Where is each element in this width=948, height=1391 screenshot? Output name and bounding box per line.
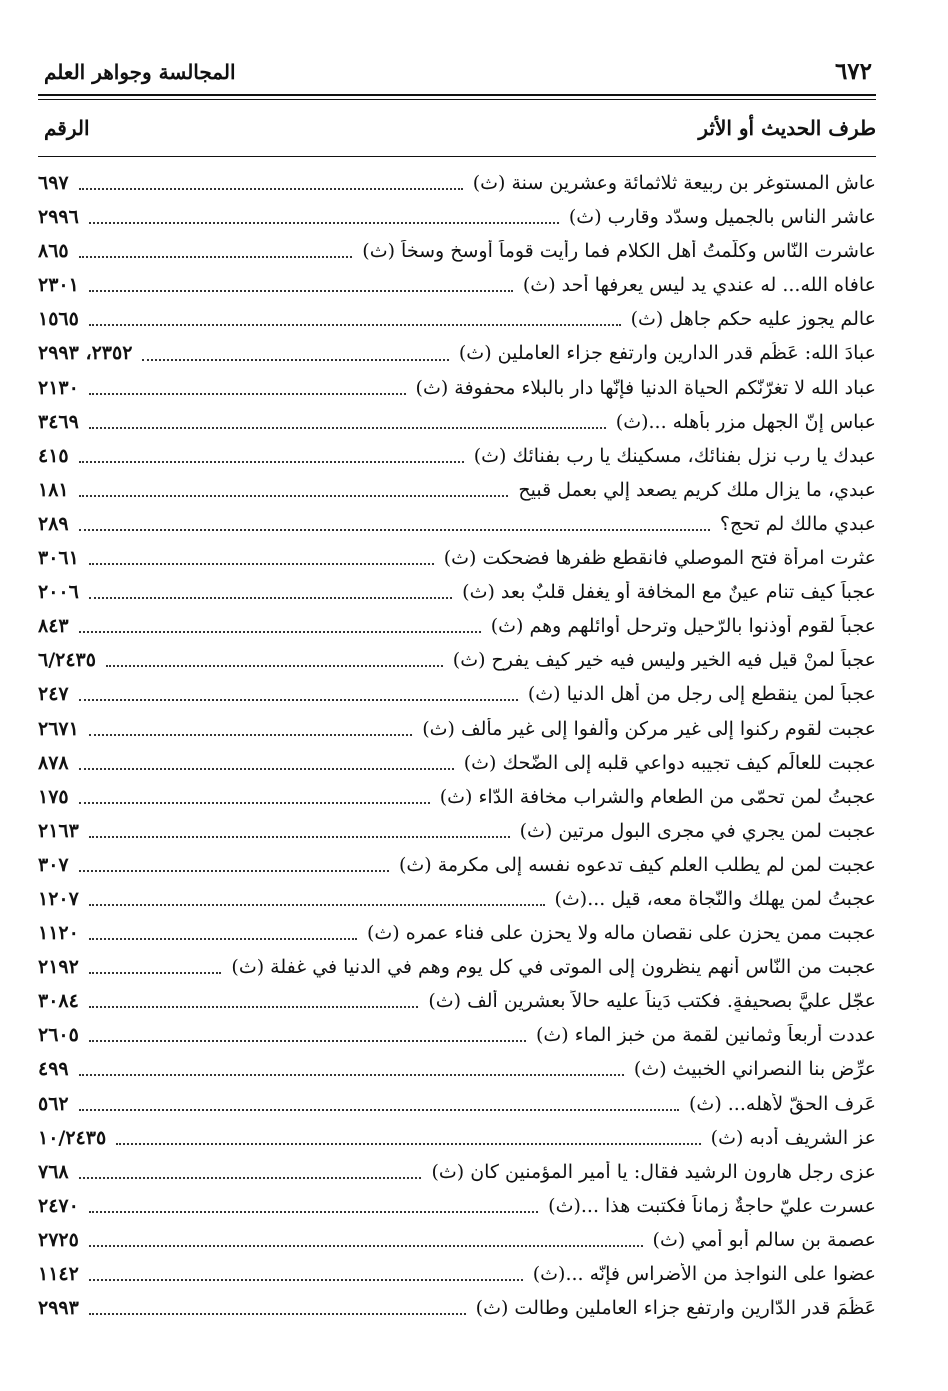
index-entry — [38, 786, 876, 820]
entry-number: ٢٠٠٦ — [38, 581, 79, 604]
column-header-text: طرف الحديث أو الأثر — [698, 116, 876, 140]
dot-leader — [79, 768, 454, 770]
index-entry — [38, 1263, 876, 1297]
entry-text: عجبت لمن يجري في مجرى البول مرتين (ث) — [519, 819, 876, 842]
index-entry — [38, 922, 876, 956]
entry-text: عز الشريف أدبه (ث) — [710, 1126, 876, 1149]
column-header-number: الرقم — [44, 116, 90, 140]
entry-text: عسرت عليّ حاجةٌ زماناً فكتبت هذا ...(ث) — [548, 1194, 876, 1217]
entry-number: ٣٠٦١ — [38, 547, 79, 570]
dot-leader — [79, 802, 430, 804]
entry-number: ٢٦٧١ — [38, 717, 79, 740]
entry-text: عجبت لقوم ركنوا إلى غير مركن وألفوا إلى غير مألف (ث) — [422, 717, 876, 740]
dot-leader — [89, 222, 559, 224]
column-headers — [38, 102, 876, 162]
entry-number: ٢٣٥٢، ٢٩٩٣ — [38, 342, 133, 365]
entry-text: عبدي، ما يزال ملك كريم يصعد إلي بعمل قبيح — [518, 478, 876, 501]
dot-leader — [79, 529, 710, 531]
dot-leader — [89, 427, 606, 429]
dot-leader — [89, 393, 406, 395]
entry-number: ٢١٣٠ — [38, 376, 79, 399]
index-entry — [38, 752, 876, 786]
entry-text: عجباً لمنْ قيل فيه الخير وليس فيه خير كيف يفرح (ث) — [452, 649, 876, 672]
entry-number: ١٨١ — [38, 478, 69, 501]
entry-number: ٢٦٠٥ — [38, 1024, 79, 1047]
column-header-rule — [38, 156, 876, 157]
dot-leader — [89, 938, 357, 940]
index-entry — [38, 1195, 876, 1229]
index-entry — [38, 581, 876, 615]
entry-number: ٣٠٧ — [38, 853, 69, 876]
dot-leader — [89, 734, 412, 736]
dot-leader — [79, 699, 518, 701]
entry-number: ٤٩٩ — [38, 1058, 69, 1081]
entry-number: ٢٩٩٦ — [38, 206, 79, 229]
index-entry — [38, 308, 876, 342]
dot-leader — [79, 631, 481, 633]
index-entry — [38, 377, 876, 411]
index-entry — [38, 1127, 876, 1161]
entry-text: عجباً كيف تنام عينٌ مع المخافة أو يغفل قلبٌ بعد (ث) — [462, 581, 876, 604]
entry-text: عبدك يا رب نزل بفنائك، مسكينك يا رب بفنائك (ث) — [473, 444, 876, 467]
dot-leader — [89, 836, 510, 838]
dot-leader — [89, 1211, 538, 1213]
index-entry — [38, 342, 876, 376]
entry-number: ١٧٥ — [38, 785, 69, 808]
entry-number: ٦/٢٤٣٥ — [38, 649, 96, 672]
index-entry — [38, 615, 876, 649]
entry-number: ٧٦٨ — [38, 1160, 69, 1183]
entry-text: عجباً لمن ينقطع إلى رجل من أهل الدنيا (ث) — [527, 683, 876, 706]
dot-leader — [89, 563, 434, 565]
dot-leader — [89, 972, 222, 974]
index-entry — [38, 820, 876, 854]
entry-text: عالم يجوز عليه حكم جاهل (ث) — [630, 308, 876, 331]
entry-number: ٢٤٧ — [38, 683, 69, 706]
entry-text: عبدي مالك لم تحج؟ — [719, 512, 876, 535]
index-entry — [38, 547, 876, 581]
index-entry — [38, 649, 876, 683]
dot-leader — [79, 1109, 679, 1111]
dot-leader — [79, 461, 464, 463]
entry-number: ٥٦٢ — [38, 1092, 69, 1115]
entry-text: عثرت امرأة فتح الموصلي فانقطع ظفرها فضحكت (ث) — [443, 547, 876, 570]
index-entry — [38, 240, 876, 274]
entry-number: ٢٧٢٥ — [38, 1228, 79, 1251]
entry-text: عددت أربعاً وثمانين لقمة من خبز الماء (ث) — [535, 1024, 876, 1047]
entry-text: عجبت من النّاس أنهم ينظرون إلى الموتى في كل يوم وهم في الدنيا في غفلة (ث) — [231, 956, 876, 979]
entry-text: عرِّض بنا النصراني الخبيث (ث) — [633, 1058, 876, 1081]
index-entry — [38, 1161, 876, 1195]
entry-number: ٨٦٥ — [38, 240, 69, 263]
index-entry — [38, 172, 876, 206]
dot-leader — [79, 188, 463, 190]
dot-leader — [79, 1074, 624, 1076]
dot-leader — [89, 1006, 419, 1008]
entry-number: ١١٤٢ — [38, 1263, 79, 1285]
dot-leader — [106, 665, 443, 667]
index-entry — [38, 854, 876, 888]
entry-text: عجبت للعالَم كيف تجيبه دواعي قلبه إلى الضّحك (ث) — [463, 751, 876, 774]
dot-leader — [89, 1040, 526, 1042]
header-rule-thin — [38, 99, 876, 100]
index-entry — [38, 956, 876, 990]
index-entry — [38, 718, 876, 752]
running-head — [38, 50, 876, 94]
index-entry — [38, 888, 876, 922]
entry-text: عباس إنّ الجهل مزرٍ بأهله ...(ث) — [615, 410, 876, 433]
entry-text: عَرف الحقّ لأهله... (ث) — [689, 1092, 876, 1115]
entry-text: عبادَ الله: عَظُم قدر الدارين وارتفع جزاء العاملين (ث) — [458, 342, 876, 365]
dot-leader — [89, 904, 545, 906]
entry-text: عجباً لقوم أوذنوا بالرّحيل وترحل أوائلهم وهم (ث) — [490, 615, 876, 638]
entry-number: ٤١٥ — [38, 444, 69, 467]
page — [38, 50, 876, 1331]
entry-text: عاش المستوغر بن ربيعة ثلاثمائة وعشرين سنة (ث) — [472, 172, 876, 194]
dot-leader — [89, 1245, 643, 1247]
entry-number: ٢٤٧٠ — [38, 1194, 79, 1217]
index-entry — [38, 1229, 876, 1263]
dot-leader — [79, 1177, 422, 1179]
entry-number: ١١٢٠ — [38, 922, 79, 945]
book-title: المجالسة وجواهر العلم — [44, 60, 236, 84]
index-entry — [38, 274, 876, 308]
index-entry — [38, 1093, 876, 1127]
entry-number: ٦٩٧ — [38, 172, 69, 194]
index-entry — [38, 1024, 876, 1058]
index-entry — [38, 990, 876, 1024]
index-entry — [38, 206, 876, 240]
dot-leader — [79, 495, 509, 497]
entry-number: ٢١٩٢ — [38, 956, 79, 979]
entry-text: عضوا على النواجذ من الأضراس فإنّه ...(ث) — [532, 1263, 876, 1285]
header-rule — [38, 94, 876, 96]
entry-number: ٢٣٠١ — [38, 274, 79, 297]
dot-leader — [89, 324, 621, 326]
dot-leader — [89, 290, 513, 292]
dot-leader — [79, 870, 389, 872]
entry-text: عجبتُ لمن يهلك والنّجاة معه، قيل ...(ث) — [554, 887, 876, 910]
entry-number: ٢٩٩٣ — [38, 1297, 79, 1320]
entry-number: ١٥٦٥ — [38, 308, 79, 331]
entry-text: عزى رجل هارون الرشيد فقال: يا أمير المؤمنين كان (ث) — [431, 1160, 876, 1183]
dot-leader — [116, 1143, 701, 1145]
entry-text: عافاه الله... له عندي يد ليس يعرفها أحد (ث) — [522, 274, 876, 297]
index-entry — [38, 479, 876, 513]
dot-leader — [89, 1279, 523, 1281]
dot-leader — [89, 597, 452, 599]
entry-text: عباد الله لا تغرّنّكم الحياة الدنيا فإنّها دار بالبلاء محفوفة (ث) — [415, 376, 876, 399]
entry-number: ٢١٦٣ — [38, 819, 79, 842]
entry-number: ٣٤٦٩ — [38, 410, 79, 433]
dot-leader — [79, 256, 353, 258]
entry-text: عاشرت النّاس وكلّمتُ أهل الكلام فما رأيت قوماً أوسخ وسخاً (ث) — [362, 240, 876, 263]
entry-text: عاشر الناس بالجميل وسدّد وقارب (ث) — [568, 206, 876, 229]
entry-number: ١٢٠٧ — [38, 887, 79, 910]
index-entry — [38, 683, 876, 717]
index-entry — [38, 445, 876, 479]
index-entry — [38, 513, 876, 547]
index-entries — [38, 172, 876, 1331]
entry-text: عصمة بن سالم أبو أمي (ث) — [652, 1228, 876, 1251]
dot-leader — [89, 1313, 466, 1315]
entry-number: ١٠/٢٤٣٥ — [38, 1126, 107, 1149]
entry-text: عجبت لمن لم يطلب العلم كيف تدعوه نفسه إلى مكرمة (ث) — [398, 853, 876, 876]
entry-number: ٢٨٩ — [38, 512, 69, 535]
index-entry — [38, 1058, 876, 1092]
dot-leader — [142, 359, 448, 361]
entry-text: عَظُمَ قدر الدّارين وارتفع جزاء العاملين وطالت (ث) — [475, 1297, 876, 1320]
entry-number: ٣٠٨٤ — [38, 990, 79, 1013]
entry-number: ٨٤٣ — [38, 615, 69, 638]
entry-text: عجّل عليَّ بصحيفةٍ. فكتب دَيناً عليه حالاً بعشرين ألف (ث) — [428, 990, 876, 1013]
page-number: ٦٧٢ — [834, 58, 872, 85]
entry-text: عجبتُ لمن تحمّى من الطعام والشراب مخافة الدّاء (ث) — [439, 785, 876, 808]
index-entry — [38, 411, 876, 445]
index-entry — [38, 1297, 876, 1331]
entry-text: عجبت ممن يحزن على نقصان ماله ولا يحزن على فناء عمره (ث) — [366, 922, 876, 945]
entry-number: ٨٧٨ — [38, 751, 69, 774]
